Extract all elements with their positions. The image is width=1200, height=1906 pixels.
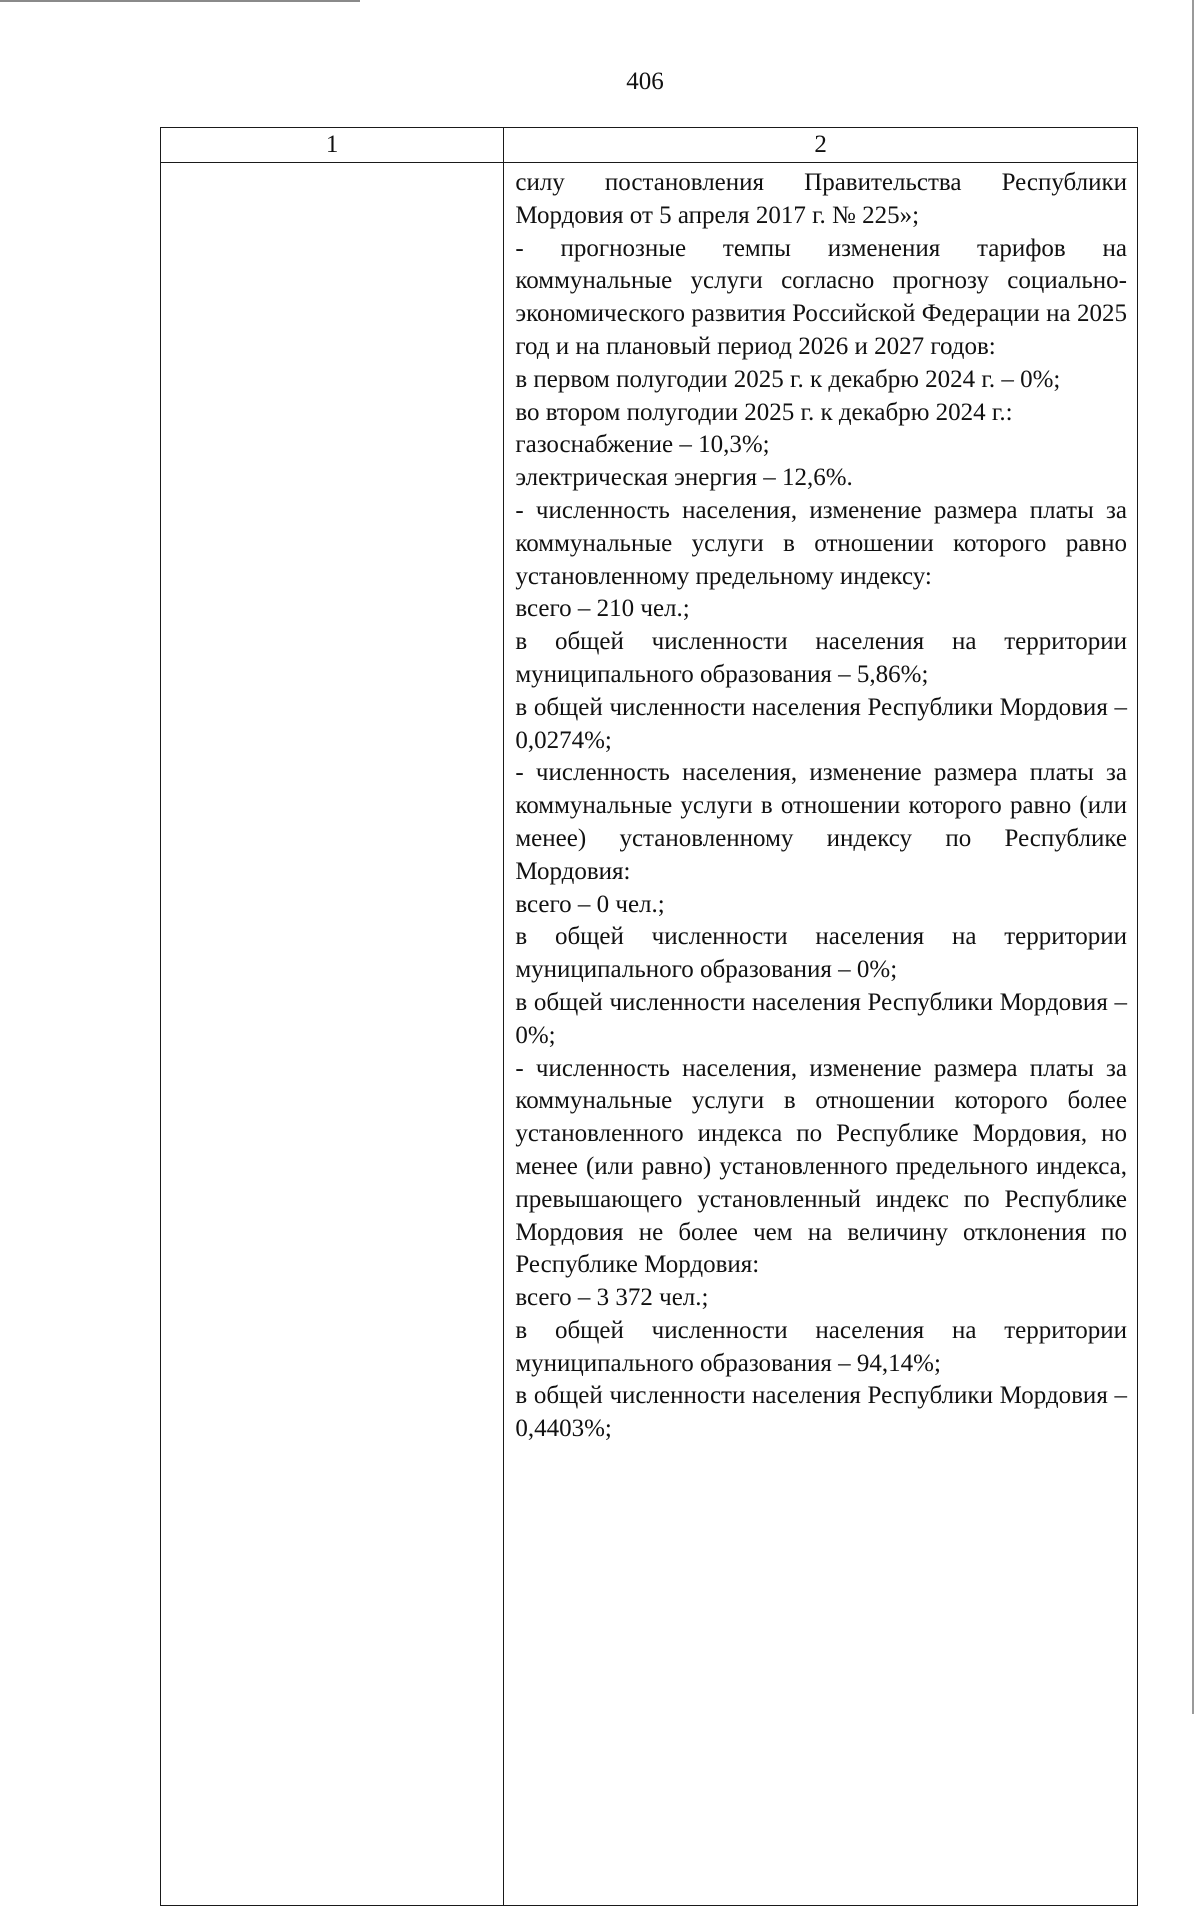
paragraph: газоснабжение – 10,3%;: [515, 431, 770, 459]
paragraph: - численность населения, изменение размера платы за коммунальные услуги в отношении которого равно (или менее) установленному индексу по Республике Мордовия:: [515, 759, 1127, 885]
document-table: [160, 127, 1138, 1906]
scan-edge-right: [1192, 0, 1194, 1714]
paragraph: в общей численности населения на территории муниципального образования – 94,14%;: [515, 1316, 1127, 1377]
paragraph: силу постановления Правительства Республики Мордовия от 5 апреля 2017 г. № 225»;: [515, 169, 1127, 229]
paragraph: - численность населения, изменение размера платы за коммунальные услуги в отношении которого равно установленному предельному индексу:: [515, 496, 1127, 590]
paragraph: всего – 0 чел.;: [515, 890, 665, 918]
table-header-row: [161, 128, 1138, 163]
paragraph: в общей численности населения на территории муниципального образования – 0%;: [515, 923, 1127, 984]
paragraph: во втором полугодии 2025 г. к декабрю 2024 г.:: [515, 398, 1013, 426]
paragraph: в общей численности населения Республики Мордовия – 0,0274%;: [515, 693, 1127, 754]
paragraph: электрическая энергия – 12,6%.: [515, 464, 853, 492]
paragraph: всего – 210 чел.;: [515, 595, 690, 623]
column-2-cell: [504, 163, 1138, 1906]
paragraph: в общей численности населения на территории муниципального образования – 5,86%;: [515, 628, 1127, 688]
column-1-header: 1: [161, 128, 504, 163]
paragraph: в общей численности населения Республики Мордовия – 0%;: [515, 988, 1127, 1049]
paragraph: в общей численности населения Республики Мордовия – 0,4403%;: [515, 1382, 1127, 1443]
paragraph: - прогнозные темпы изменения тарифов на коммунальные услуги согласно прогнозу социально-экономического развития Российской Федерации на 2025 год и на плановый период 2026 и 2027 годов:: [515, 234, 1127, 360]
page-number: 406: [626, 68, 664, 95]
column-1-cell: [161, 163, 504, 1906]
column-2-header: 2: [504, 128, 1138, 163]
paragraph: всего – 3 372 чел.;: [515, 1284, 709, 1312]
paragraph: в первом полугодии 2025 г. к декабрю 2024 г. – 0%;: [515, 365, 1061, 393]
paragraph: - численность населения, изменение размера платы за коммунальные услуги в отношении которого более установленного индекса по Республике Мордовия, но менее (или равно) установленного предельного индекса, превышающего установленный индекс по Республике Мордовия не более чем на величину отклонения по Республике Мордовия:: [515, 1054, 1127, 1279]
table-row: [161, 163, 1138, 1906]
scan-edge-top: [0, 0, 360, 2]
